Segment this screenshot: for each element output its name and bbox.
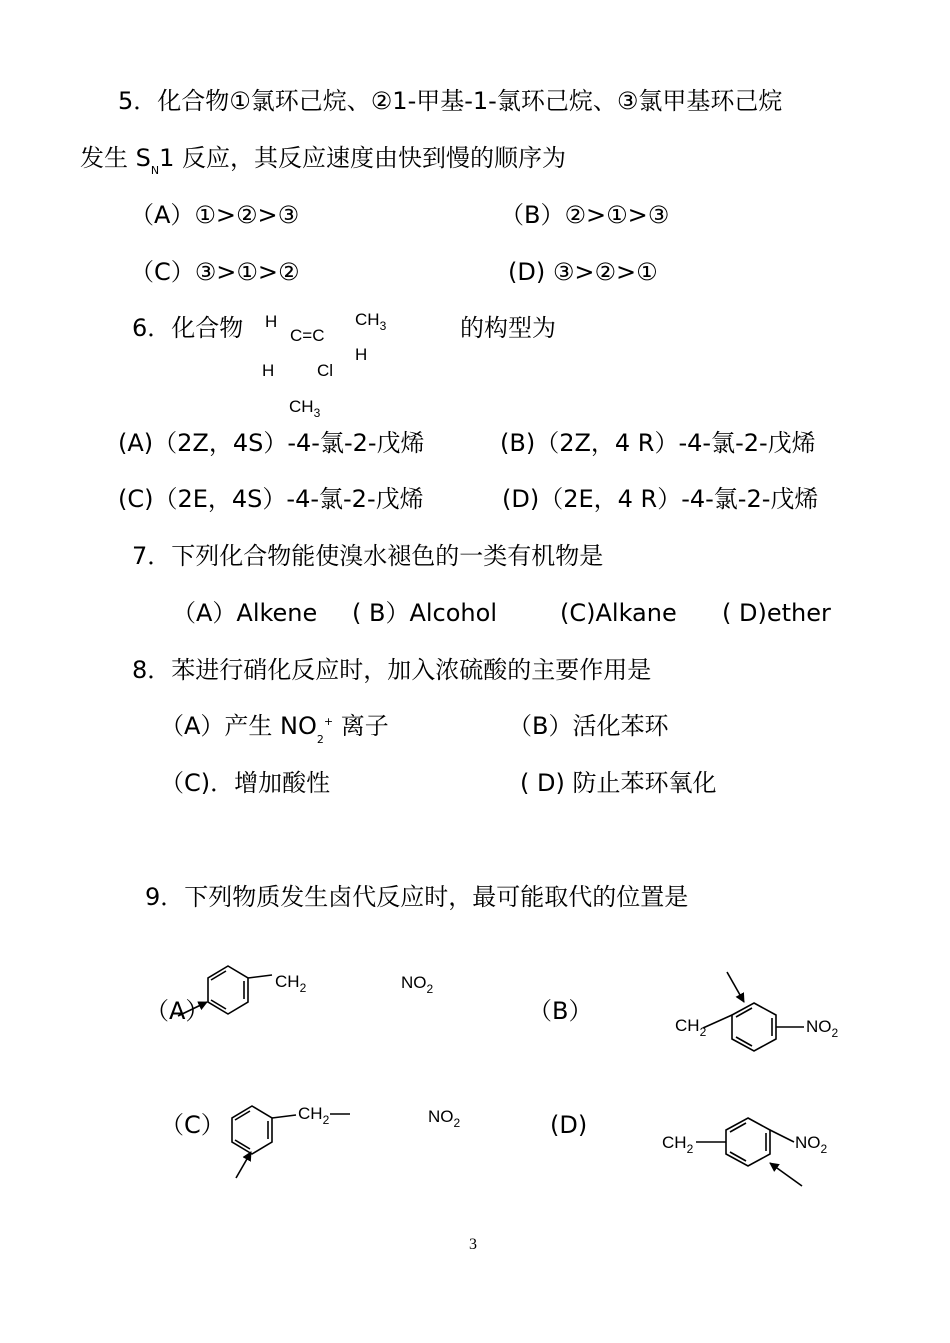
q9-stem: 9．下列物质发生卤代反应时，最可能取代的位置是 <box>145 883 689 911</box>
q6-option-d: (D)（2E，4 R）-4-氯-2-戊烯 <box>502 485 819 513</box>
q8-stem: 8．苯进行硝化反应时，加入浓硫酸的主要作用是 <box>132 656 652 684</box>
q9-a-no2: $NO_2$ <box>401 973 434 996</box>
q7-option-c: (C)Alkane <box>560 599 677 627</box>
q5-line2-mid: 1 <box>159 144 175 172</box>
q9-label-b: （B） <box>528 997 593 1025</box>
q5-line2-pre: 发生 S <box>80 144 151 172</box>
q9-a-benzene-ring <box>208 966 272 1014</box>
q9-label-c: （C） <box>160 1111 225 1139</box>
q9-b-arrow <box>727 972 744 1002</box>
q6-struct-h3: H <box>262 361 275 380</box>
q7-stem: 7．下列化合物能使溴水褪色的一类有机物是 <box>132 542 604 570</box>
q9-d-benzene-ring <box>696 1118 794 1166</box>
q9-d-arrow <box>770 1163 802 1186</box>
q6-struct-h2: H <box>355 345 368 364</box>
q6-stem-pre: 6．化合物 <box>132 314 244 342</box>
q6-struct-cl: Cl <box>317 361 334 380</box>
q5-line2-post: 反应，其反应速度由快到慢的顺序为 <box>174 144 567 172</box>
q6-stem-post: 的构型为 <box>460 314 556 342</box>
q9-b-ch2: $CH_2$ <box>675 1016 707 1039</box>
q9-label-d: (D) <box>550 1111 588 1139</box>
q8-option-c: （C)．增加酸性 <box>160 769 331 797</box>
q5-option-a: （A）①>②>③ <box>130 201 300 229</box>
q5-line2-sub: N <box>150 164 160 177</box>
q9-c-arrow <box>236 1152 251 1178</box>
q9-d-ch2: $CH_2$ <box>662 1133 694 1156</box>
q5-option-b: （B）②>①>③ <box>500 201 670 229</box>
q5-option-d: (D) ③>②>① <box>508 258 658 286</box>
q9-label-a: （A） <box>145 997 210 1025</box>
q9-c-no2: $NO_2$ <box>428 1107 461 1130</box>
q6-option-b: (B)（2Z，4 R）-4-氯-2-戊烯 <box>500 429 816 457</box>
q7-option-b: ( B）Alcohol <box>352 599 497 627</box>
q9-c-ch2: $CH_2$ <box>298 1104 330 1127</box>
q5-option-c: （C）③>①>② <box>130 258 300 286</box>
q8-option-d: ( D) 防止苯环氧化 <box>520 769 717 797</box>
q6-struct-h1: H <box>265 312 278 331</box>
q6-struct-ch3-top: $CH_3$ <box>355 310 387 333</box>
q9-a-arrow <box>178 1002 207 1016</box>
q9-a-ch2: $CH_2$ <box>275 972 307 995</box>
q9-b-no2: $NO_2$ <box>806 1017 839 1040</box>
q7-option-d: ( D)ether <box>722 599 831 627</box>
q8-option-a: （A）产生 $NO_2^+$ 离子 <box>160 712 389 746</box>
q6-struct-cc: C=C <box>290 326 325 345</box>
q6-option-a: (A)（2Z，4S）-4-氯-2-戊烯 <box>118 429 425 457</box>
q8-option-b: （B）活化苯环 <box>508 712 669 740</box>
q6-option-c: (C)（2E，4S）-4-氯-2-戊烯 <box>118 485 424 513</box>
q5-line1: 5．化合物①氯环己烷、②1-甲基-1-氯环己烷、③氯甲基环己烷 <box>118 87 783 115</box>
q9-c-benzene-ring <box>232 1106 350 1154</box>
q6-struct-ch3-bottom: $CH_3$ <box>289 397 321 420</box>
q7-option-a: （A）Alkene <box>172 599 318 627</box>
q9-d-no2: $NO_2$ <box>795 1133 828 1156</box>
q9-b-benzene-ring <box>703 1003 804 1051</box>
page-number: 3 <box>469 1236 477 1253</box>
